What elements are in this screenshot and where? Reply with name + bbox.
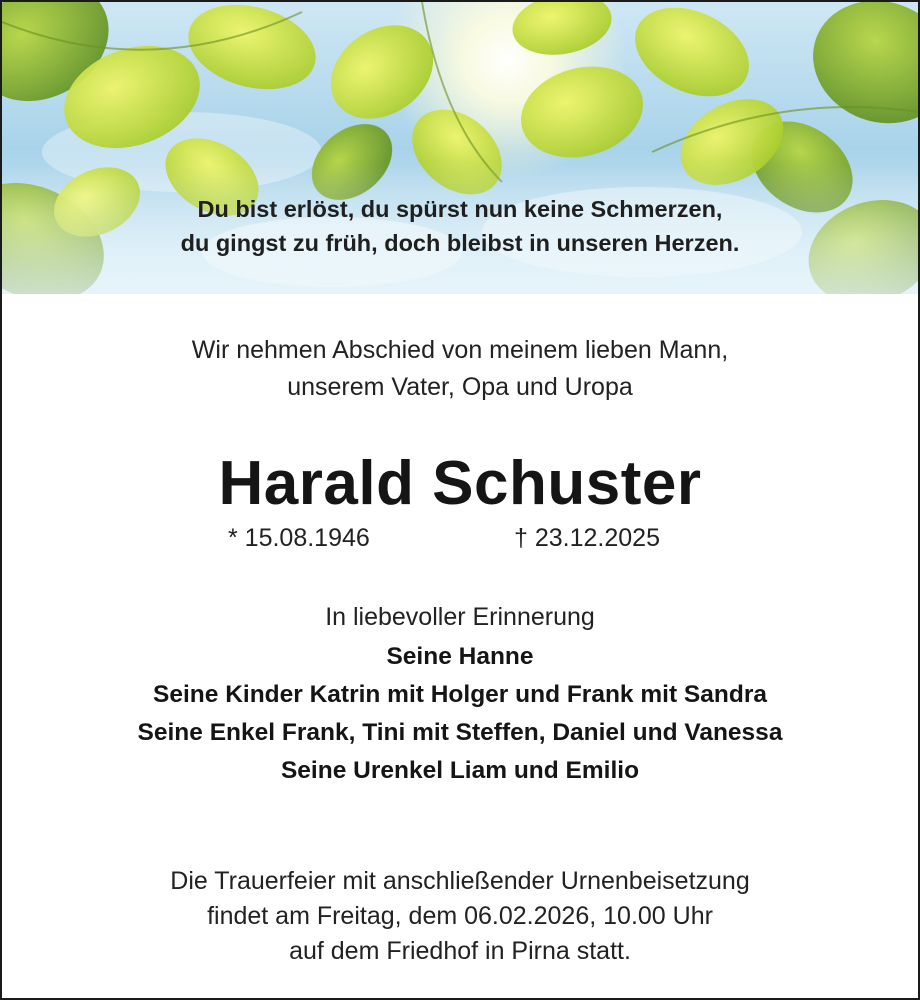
deceased-name: Harald Schuster bbox=[218, 449, 702, 518]
memory-heading: In liebevoller Erinnerung bbox=[325, 603, 595, 631]
memorial-verse bbox=[2, 192, 918, 260]
birth-date: * 15.08.1946 bbox=[228, 524, 370, 552]
death-date: † 23.12.2025 bbox=[514, 524, 660, 552]
mourner-line: Seine Kinder Katrin mit Holger und Frank mit Sandra bbox=[153, 681, 767, 708]
funeral-details bbox=[2, 864, 918, 969]
funeral-line: auf dem Friedhof in Pirna statt. bbox=[289, 937, 631, 965]
mourner-line: Seine Urenkel Liam und Emilio bbox=[280, 757, 640, 784]
mourner-line: Seine Hanne bbox=[386, 643, 534, 670]
verse-line: du gingst zu früh, doch bleibst in unseren Herzen. bbox=[180, 230, 740, 256]
intro-line: Wir nehmen Abschied von meinem lieben Mann, bbox=[191, 336, 729, 364]
mourner-line: Seine Enkel Frank, Tini mit Steffen, Daniel und Vanessa bbox=[137, 719, 783, 746]
mourners-list bbox=[2, 638, 918, 790]
farewell-intro bbox=[2, 332, 918, 406]
funeral-line: Die Trauerfeier mit anschließender Urnenbeisetzung bbox=[170, 867, 750, 895]
verse-line: Du bist erlöst, du spürst nun keine Schmerzen, bbox=[197, 196, 723, 222]
header-leaves-photo bbox=[2, 2, 918, 294]
funeral-line: findet am Freitag, dem 06.02.2026, 10.00 Uhr bbox=[207, 902, 713, 930]
intro-line: unserem Vater, Opa und Uropa bbox=[287, 373, 633, 401]
